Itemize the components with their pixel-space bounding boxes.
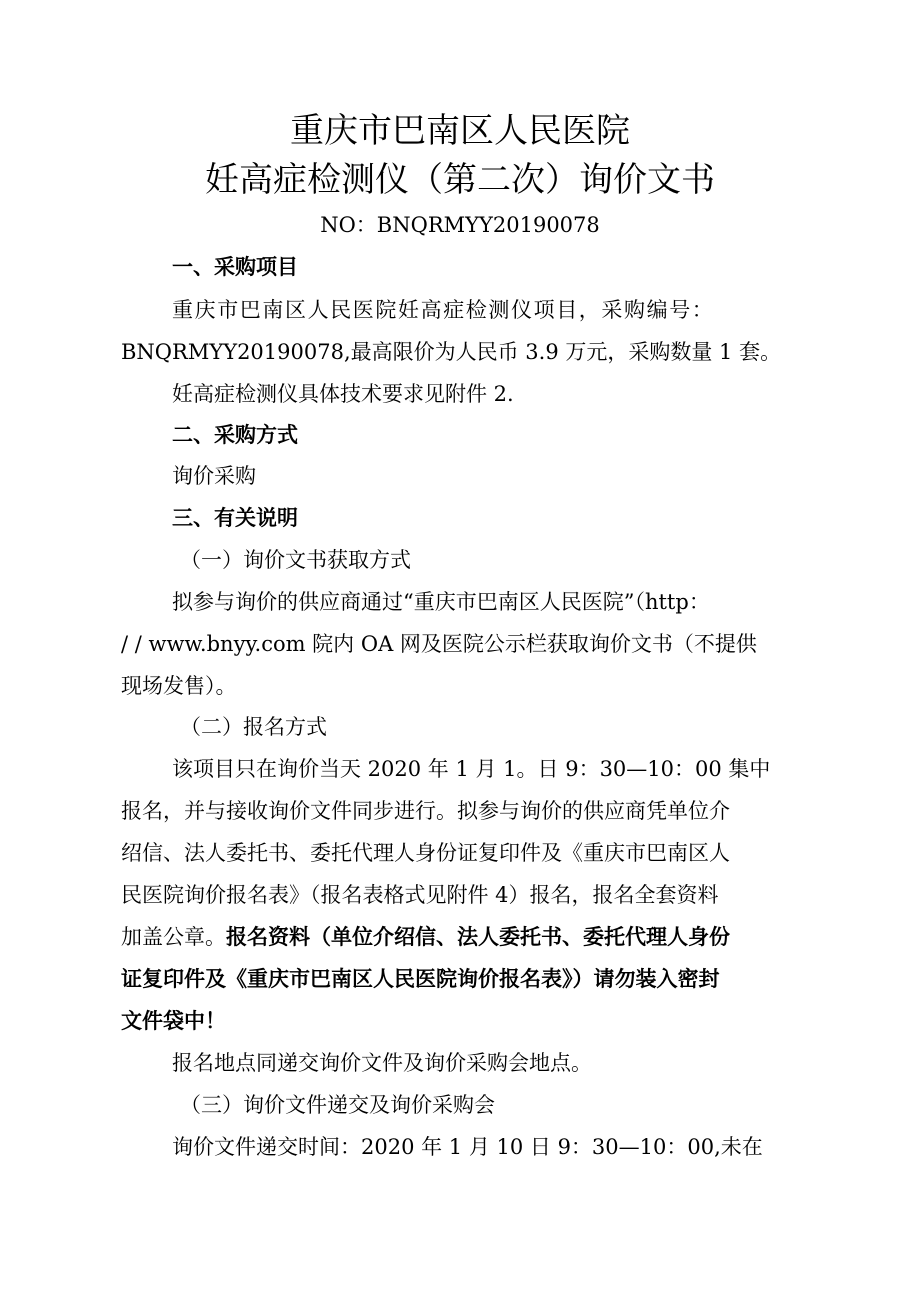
paragraph-line: 询价文件递交时间：2020 年 1 月 10 日 9：30—10：00,未在 (172, 1135, 763, 1159)
paragraph-text: 加盖公章。 (121, 925, 226, 949)
subsection-heading-submission: （三）询价文件递交及询价采购会 (180, 1093, 495, 1117)
subsection-heading-obtain: （一）询价文书获取方式 (180, 548, 411, 572)
emphasis-line: 文件袋中！ (121, 1009, 226, 1033)
paragraph-line: 现场发售）。 (121, 674, 237, 698)
document-title-hospital: 重庆市巴南区人民医院 (290, 111, 630, 151)
section-heading-procurement-item: 一、采购项目 (172, 255, 298, 279)
paragraph-line (121, 922, 730, 952)
emphasis-text: 报名资料（单位介绍信、法人委托书、委托代理人身份 (226, 925, 730, 949)
paragraph-line: 报名地点同递交询价文件及询价采购会地点。 (172, 1051, 592, 1075)
document-title-subject: 妊高症检测仪（第二次）询价文书 (205, 160, 715, 200)
paragraph-line: 拟参与询价的供应商通过“重庆市巴南区人民医院”（http： (172, 590, 710, 614)
paragraph-line: 询价采购 (172, 464, 256, 488)
paragraph-line: / / www.bnyy.com 院内 OA 网及医院公示栏获取询价文书（不提供 (121, 632, 757, 656)
paragraph-line: 重庆市巴南区人民医院妊高症检测仪项目，采购编号： (172, 298, 715, 322)
paragraph-line: 绍信、法人委托书、委托代理人身份证复印件及《重庆市巴南区人 (121, 841, 730, 865)
paragraph-line: 妊高症检测仪具体技术要求见附件 2. (172, 382, 514, 406)
section-heading-procurement-method: 二、采购方式 (172, 423, 298, 447)
paragraph-line: 民医院询价报名表》（报名表格式见附件 4）报名，报名全套资料 (121, 883, 719, 907)
paragraph-line: 该项目只在询价当天 2020 年 1 月 1。日 9：30—10：00 集中 (172, 757, 771, 781)
section-heading-notes: 三、有关说明 (172, 506, 298, 530)
document-number: NO：BNQRMYY20190078 (320, 213, 600, 237)
emphasis-line: 证复印件及《重庆市巴南区人民医院询价报名表》）请勿装入密封 (121, 967, 720, 991)
subsection-heading-registration: （二）报名方式 (180, 715, 327, 739)
paragraph-line: 报名，并与接收询价文件同步进行。拟参与询价的供应商凭单位介 (121, 799, 730, 823)
paragraph-line: BNQRMYY20190078,最高限价为人民币 3.9 万元，采购数量 1 套。 (121, 340, 782, 364)
